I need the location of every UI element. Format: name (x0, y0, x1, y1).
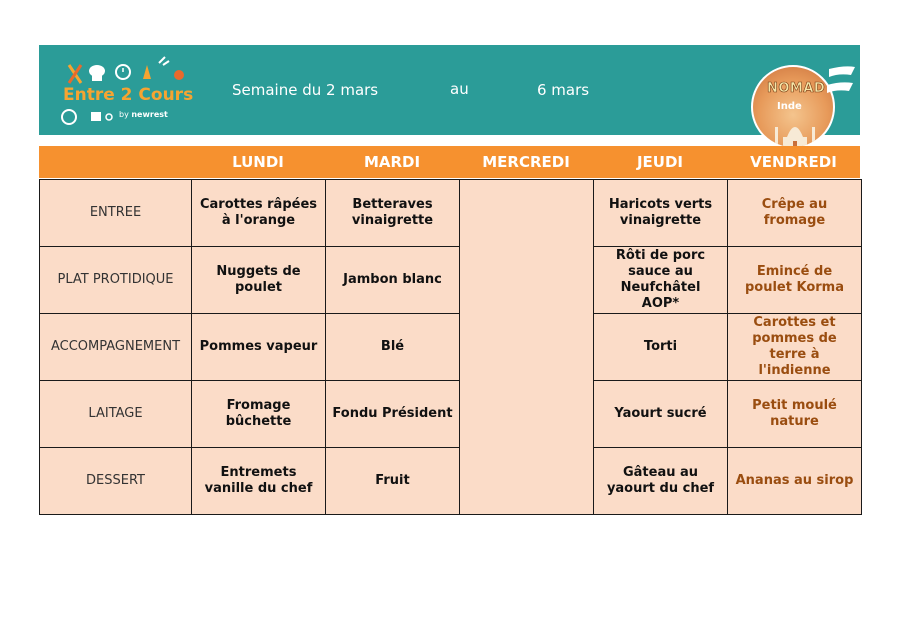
day-mercredi: MERCREDI (482, 153, 570, 171)
entre-2-cours-logo (55, 55, 195, 127)
week-label: Semaine du 2 mars (232, 81, 379, 99)
logo-brand-name: newrest (131, 110, 168, 119)
row-label-laitage: LAITAGE (40, 381, 192, 448)
menu-cell: Carottes et pommes de terre à l'indienne (728, 314, 862, 381)
nomad-theme-badge (751, 65, 835, 149)
top-banner (39, 45, 860, 135)
week-end-date: 6 mars (537, 81, 590, 99)
row-label-accompagnement: ACCOMPAGNEMENT (40, 314, 192, 381)
menu-cell: Fromage bûchette (192, 381, 326, 448)
day-lundi: LUNDI (232, 153, 284, 171)
table-row (40, 247, 862, 314)
table-row (40, 448, 862, 515)
menu-cell: Nuggets de poulet (192, 247, 326, 314)
day-jeudi: JEUDI (636, 153, 684, 171)
menu-cell: Crêpe au fromage (728, 180, 862, 247)
menu-cell: Gâteau au yaourt du chef (594, 448, 728, 515)
logo-brand (119, 110, 168, 119)
theme-subtitle: Inde (777, 101, 802, 112)
logo-by: by (119, 110, 129, 119)
menu-cell: Yaourt sucré (594, 381, 728, 448)
table-row (40, 381, 862, 448)
menu-cell: Carottes râpées à l'orange (192, 180, 326, 247)
table-row (40, 314, 862, 381)
menu-cell: Rôti de porc sauce au Neufchâtel AOP* (594, 247, 728, 314)
day-mardi: MARDI (363, 153, 421, 171)
menu-cell: Jambon blanc (326, 247, 460, 314)
menu-cell: Petit moulé nature (728, 381, 862, 448)
row-label-dessert: DESSERT (40, 448, 192, 515)
menu-cell: Pommes vapeur (192, 314, 326, 381)
menu-cell: Entremets vanille du chef (192, 448, 326, 515)
menu-cell: Betteraves vinaigrette (326, 180, 460, 247)
theme-title: NOMAD (767, 81, 826, 96)
mercredi-empty-cell (460, 180, 594, 515)
table-row (40, 180, 862, 247)
menu-cell: Torti (594, 314, 728, 381)
swoosh-decoration (825, 63, 855, 123)
taj-mahal-icon (753, 111, 835, 149)
menu-cell: Ananas au sirop (728, 448, 862, 515)
menu-cell: Fondu Président (326, 381, 460, 448)
menu-cell: Emincé de poulet Korma (728, 247, 862, 314)
row-label-plat: PLAT PROTIDIQUE (40, 247, 192, 314)
menu-cell: Haricots verts vinaigrette (594, 180, 728, 247)
days-header (39, 146, 860, 178)
week-au: au (450, 80, 469, 98)
menu-table (39, 179, 862, 515)
row-label-entree: ENTREE (40, 180, 192, 247)
menu-cell: Fruit (326, 448, 460, 515)
menu-cell: Blé (326, 314, 460, 381)
logo-title: Entre 2 Cours (63, 85, 194, 105)
day-vendredi: VENDREDI (750, 153, 837, 171)
